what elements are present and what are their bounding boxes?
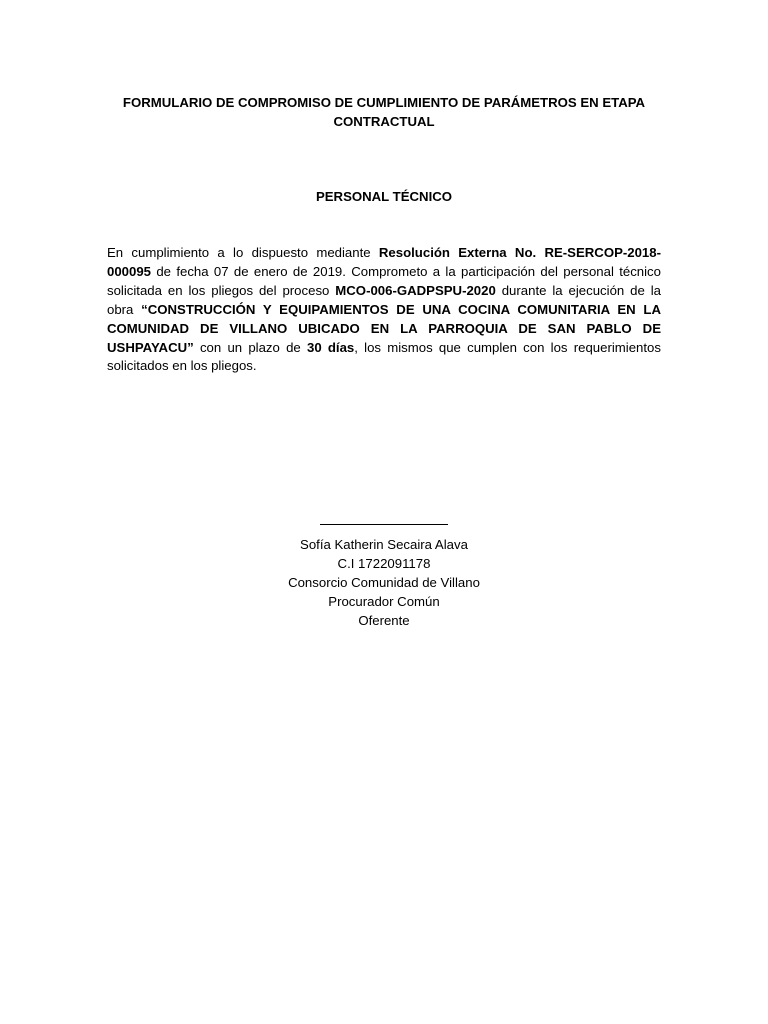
process-code: MCO-006-GADPSPU-2020: [335, 282, 496, 298]
signer-id: C.I 1722091178: [337, 556, 431, 571]
document-title: [100, 93, 668, 131]
paragraph-text-5: , los mismos que cumplen con los requerimientos solicitados en los pliegos.: [107, 339, 661, 374]
term-duration: 30 días: [306, 339, 355, 355]
signature-block: [184, 508, 584, 630]
signer-bidder: Oferente: [358, 613, 410, 628]
project-name: “CONSTRUCCIÓN Y EQUIPAMIENTOS DE UNA COCINA COMUNITARIA EN LA COMUNIDAD DE VILLANO UBICADO EN LA PARROQUIA DE SAN PABLO DE USHPAYACU”: [107, 301, 662, 355]
signer-company: Consorcio Comunidad de Villano: [288, 575, 480, 590]
signature-line: [320, 508, 448, 525]
paragraph-text-2: de fecha 07 de enero de 2019. Comprometo a la participación del personal técnico solicitada en los pliegos del proceso: [107, 263, 661, 298]
paragraph-text-3: durante la ejecución de la obra: [107, 282, 662, 317]
signer-role: Procurador Común: [328, 594, 440, 609]
paragraph-text-1: En cumplimiento a lo dispuesto mediante: [107, 245, 379, 260]
title-line-2: CONTRACTUAL: [333, 114, 435, 129]
resolution-reference: Resolución Externa No. RE-SERCOP-2018-000095: [107, 245, 661, 279]
paragraph-text-4: con un plazo de: [193, 339, 307, 355]
document-subtitle: PERSONAL TÉCNICO: [315, 189, 453, 204]
commitment-paragraph: [107, 244, 661, 376]
signer-name: Sofía Katherin Secaira Alava: [300, 537, 468, 552]
title-line-1: FORMULARIO DE COMPROMISO DE CUMPLIMIENTO DE PARÁMETROS EN ETAPA: [122, 95, 646, 110]
